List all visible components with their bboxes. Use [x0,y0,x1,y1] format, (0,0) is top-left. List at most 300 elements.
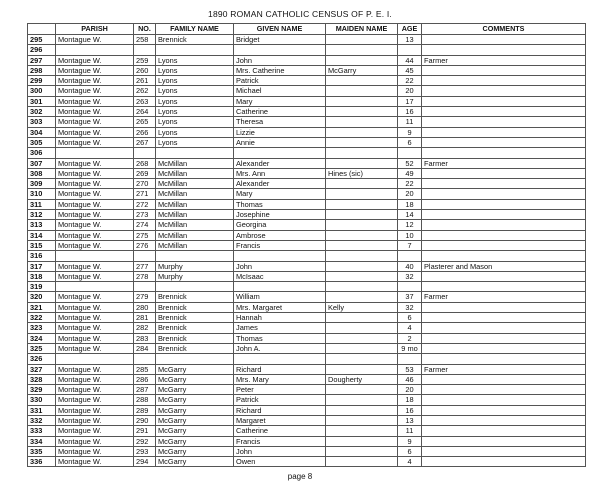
row-number-cell: 315 [28,240,56,250]
number-cell: 271 [134,189,156,199]
given-name-cell: Michael [234,86,326,96]
table-row [28,415,586,425]
age-cell: 16 [398,107,422,117]
given-name-cell: John [234,55,326,65]
number-cell: 279 [134,292,156,302]
given-name-cell: Francis [234,436,326,446]
row-number-cell: 332 [28,415,56,425]
number-cell: 289 [134,405,156,415]
age-cell: 9 [398,436,422,446]
maiden-name-cell [326,343,398,353]
comments-cell [422,385,586,395]
family-name-cell [156,282,234,292]
given-name-cell: Catherine [234,426,326,436]
column-header-age: AGE [398,24,422,35]
comments-cell [422,426,586,436]
given-name-cell: Alexander [234,158,326,168]
family-name-cell: McGarry [156,426,234,436]
maiden-name-cell: Dougherty [326,374,398,384]
comments-cell [422,271,586,281]
maiden-name-cell [326,220,398,230]
table-row [28,107,586,117]
age-cell: 20 [398,86,422,96]
comments-cell [422,35,586,45]
table-row [28,86,586,96]
age-cell: 13 [398,415,422,425]
age-cell [398,45,422,55]
comments-cell [422,282,586,292]
family-name-cell: Lyons [156,137,234,147]
family-name-cell: Murphy [156,261,234,271]
given-name-cell: Theresa [234,117,326,127]
comments-cell: Farmer [422,292,586,302]
number-cell: 274 [134,220,156,230]
age-cell: 11 [398,117,422,127]
parish-cell: Montague W. [56,240,134,250]
age-cell: 37 [398,292,422,302]
column-header-maiden-name: MAIDEN NAME [326,24,398,35]
comments-cell [422,446,586,456]
maiden-name-cell: Hines (sic) [326,168,398,178]
table-row [28,374,586,384]
family-name-cell: McMillan [156,199,234,209]
age-cell: 2 [398,333,422,343]
row-number-cell: 300 [28,86,56,96]
given-name-cell: Richard [234,364,326,374]
comments-cell [422,415,586,425]
number-cell [134,354,156,364]
given-name-cell: Patrick [234,76,326,86]
row-number-cell: 328 [28,374,56,384]
number-cell: 275 [134,230,156,240]
number-cell: 291 [134,426,156,436]
parish-cell: Montague W. [56,271,134,281]
row-number-cell: 319 [28,282,56,292]
table-row [28,45,586,55]
table-row [28,323,586,333]
table-row [28,457,586,467]
maiden-name-cell [326,210,398,220]
family-name-cell: Brennick [156,35,234,45]
maiden-name-cell [326,436,398,446]
table-header-row [28,24,586,35]
family-name-cell: Lyons [156,76,234,86]
number-cell: 258 [134,35,156,45]
maiden-name-cell [326,127,398,137]
table-row [28,168,586,178]
comments-cell: Farmer [422,158,586,168]
age-cell: 20 [398,189,422,199]
given-name-cell: Ambrose [234,230,326,240]
comments-cell [422,354,586,364]
maiden-name-cell [326,240,398,250]
parish-cell: Montague W. [56,323,134,333]
parish-cell: Montague W. [56,343,134,353]
number-cell: 270 [134,179,156,189]
maiden-name-cell [326,179,398,189]
number-cell: 259 [134,55,156,65]
family-name-cell: Murphy [156,271,234,281]
row-number-cell: 327 [28,364,56,374]
row-number-cell: 329 [28,385,56,395]
comments-cell [422,45,586,55]
age-cell: 4 [398,457,422,467]
maiden-name-cell [326,313,398,323]
family-name-cell: Brennick [156,333,234,343]
age-cell: 53 [398,364,422,374]
maiden-name-cell: McGarry [326,65,398,75]
family-name-cell [156,45,234,55]
row-number-cell: 322 [28,313,56,323]
family-name-cell: McMillan [156,240,234,250]
given-name-cell: Bridget [234,35,326,45]
row-number-cell: 310 [28,189,56,199]
maiden-name-cell [326,415,398,425]
number-cell: 278 [134,271,156,281]
number-cell: 288 [134,395,156,405]
family-name-cell: McGarry [156,446,234,456]
maiden-name-cell: Kelly [326,302,398,312]
age-cell: 11 [398,426,422,436]
family-name-cell: Lyons [156,127,234,137]
number-cell: 266 [134,127,156,137]
age-cell: 18 [398,395,422,405]
maiden-name-cell [326,405,398,415]
maiden-name-cell [326,323,398,333]
given-name-cell: William [234,292,326,302]
table-row [28,230,586,240]
row-number-cell: 326 [28,354,56,364]
column-header-comments: COMMENTS [422,24,586,35]
number-cell [134,148,156,158]
table-row [28,292,586,302]
row-number-cell: 313 [28,220,56,230]
parish-cell: Montague W. [56,86,134,96]
maiden-name-cell [326,385,398,395]
given-name-cell: Peter [234,385,326,395]
age-cell: 14 [398,210,422,220]
table-row [28,385,586,395]
row-number-cell: 297 [28,55,56,65]
comments-cell [422,374,586,384]
age-cell [398,251,422,261]
parish-cell: Montague W. [56,405,134,415]
age-cell: 49 [398,168,422,178]
comments-cell [422,302,586,312]
parish-cell: Montague W. [56,65,134,75]
comments-cell [422,457,586,467]
maiden-name-cell [326,261,398,271]
comments-cell [422,436,586,446]
parish-cell: Montague W. [56,127,134,137]
column-header-family-name: FAMILY NAME [156,24,234,35]
parish-cell [56,354,134,364]
age-cell: 4 [398,323,422,333]
number-cell: 263 [134,96,156,106]
row-number-cell: 334 [28,436,56,446]
maiden-name-cell [326,426,398,436]
age-cell: 6 [398,446,422,456]
given-name-cell: Josephine [234,210,326,220]
age-cell: 44 [398,55,422,65]
age-cell: 45 [398,65,422,75]
maiden-name-cell [326,35,398,45]
column-header-given-name: GIVEN NAME [234,24,326,35]
row-number-cell: 321 [28,302,56,312]
family-name-cell: McMillan [156,168,234,178]
age-cell: 40 [398,261,422,271]
census-table-body [28,35,586,467]
maiden-name-cell [326,55,398,65]
age-cell: 32 [398,302,422,312]
maiden-name-cell [326,189,398,199]
maiden-name-cell [326,137,398,147]
number-cell: 281 [134,313,156,323]
comments-cell [422,313,586,323]
maiden-name-cell [326,457,398,467]
given-name-cell: Thomas [234,333,326,343]
parish-cell: Montague W. [56,302,134,312]
number-cell: 268 [134,158,156,168]
age-cell: 6 [398,313,422,323]
column-header-parish: PARISH [56,24,134,35]
table-row [28,282,586,292]
table-row [28,436,586,446]
given-name-cell: Margaret [234,415,326,425]
table-row [28,148,586,158]
given-name-cell: Mrs. Catherine [234,65,326,75]
maiden-name-cell [326,292,398,302]
comments-cell [422,179,586,189]
family-name-cell: Lyons [156,117,234,127]
parish-cell [56,251,134,261]
given-name-cell: James [234,323,326,333]
row-number-cell: 330 [28,395,56,405]
column-header-no: NO. [134,24,156,35]
table-row [28,343,586,353]
parish-cell: Montague W. [56,220,134,230]
age-cell: 22 [398,76,422,86]
given-name-cell: Owen [234,457,326,467]
parish-cell: Montague W. [56,210,134,220]
comments-cell [422,137,586,147]
number-cell: 283 [134,333,156,343]
table-row [28,302,586,312]
table-row [28,251,586,261]
comments-cell [422,107,586,117]
column-header-row-number [28,24,56,35]
family-name-cell: Lyons [156,55,234,65]
family-name-cell: Lyons [156,107,234,117]
table-row [28,240,586,250]
parish-cell: Montague W. [56,364,134,374]
family-name-cell: McMillan [156,220,234,230]
age-cell [398,148,422,158]
table-row [28,65,586,75]
given-name-cell: Mrs. Ann [234,168,326,178]
age-cell: 16 [398,405,422,415]
comments-cell [422,210,586,220]
family-name-cell: Brennick [156,323,234,333]
family-name-cell: McGarry [156,457,234,467]
number-cell: 265 [134,117,156,127]
age-cell: 18 [398,199,422,209]
maiden-name-cell [326,86,398,96]
parish-cell: Montague W. [56,158,134,168]
comments-cell: Farmer [422,364,586,374]
family-name-cell: McGarry [156,436,234,446]
parish-cell [56,282,134,292]
comments-cell [422,65,586,75]
comments-cell [422,220,586,230]
age-cell: 7 [398,240,422,250]
row-number-cell: 298 [28,65,56,75]
family-name-cell: McMillan [156,210,234,220]
given-name-cell: John A. [234,343,326,353]
age-cell: 9 [398,127,422,137]
age-cell: 52 [398,158,422,168]
maiden-name-cell [326,158,398,168]
table-row [28,210,586,220]
parish-cell [56,148,134,158]
comments-cell: Plasterer and Mason [422,261,586,271]
comments-cell [422,86,586,96]
maiden-name-cell [326,96,398,106]
table-row [28,179,586,189]
given-name-cell: Mary [234,96,326,106]
maiden-name-cell [326,199,398,209]
row-number-cell: 333 [28,426,56,436]
row-number-cell: 303 [28,117,56,127]
comments-cell [422,395,586,405]
family-name-cell: McGarry [156,415,234,425]
comments-cell [422,199,586,209]
given-name-cell: Lizzie [234,127,326,137]
given-name-cell [234,354,326,364]
number-cell: 272 [134,199,156,209]
comments-cell [422,117,586,127]
parish-cell: Montague W. [56,137,134,147]
family-name-cell: Lyons [156,96,234,106]
age-cell: 46 [398,374,422,384]
parish-cell: Montague W. [56,313,134,323]
maiden-name-cell [326,271,398,281]
maiden-name-cell [326,446,398,456]
family-name-cell: Brennick [156,302,234,312]
given-name-cell: Richard [234,405,326,415]
row-number-cell: 314 [28,230,56,240]
given-name-cell: Mrs. Margaret [234,302,326,312]
row-number-cell: 309 [28,179,56,189]
age-cell [398,354,422,364]
parish-cell: Montague W. [56,292,134,302]
table-row [28,271,586,281]
comments-cell [422,148,586,158]
table-row [28,405,586,415]
comments-cell [422,189,586,199]
family-name-cell: McGarry [156,385,234,395]
table-row [28,220,586,230]
age-cell [398,282,422,292]
document-title: 1890 ROMAN CATHOLIC CENSUS OF P. E. I. [208,9,392,19]
maiden-name-cell [326,107,398,117]
parish-cell: Montague W. [56,261,134,271]
maiden-name-cell [326,230,398,240]
family-name-cell: McGarry [156,364,234,374]
given-name-cell: Annie [234,137,326,147]
row-number-cell: 324 [28,333,56,343]
maiden-name-cell [326,148,398,158]
given-name-cell: Thomas [234,199,326,209]
row-number-cell: 308 [28,168,56,178]
row-number-cell: 320 [28,292,56,302]
table-row [28,313,586,323]
comments-cell [422,168,586,178]
family-name-cell: McGarry [156,405,234,415]
age-cell: 6 [398,137,422,147]
number-cell [134,282,156,292]
comments-cell [422,343,586,353]
row-number-cell: 306 [28,148,56,158]
parish-cell: Montague W. [56,426,134,436]
parish-cell: Montague W. [56,230,134,240]
family-name-cell: Lyons [156,65,234,75]
family-name-cell: McMillan [156,189,234,199]
given-name-cell: John [234,261,326,271]
row-number-cell: 318 [28,271,56,281]
parish-cell: Montague W. [56,96,134,106]
number-cell: 262 [134,86,156,96]
table-row [28,364,586,374]
table-row [28,333,586,343]
table-row [28,127,586,137]
table-row [28,189,586,199]
table-row [28,55,586,65]
maiden-name-cell [326,282,398,292]
page-number: page 8 [287,472,313,481]
age-cell: 17 [398,96,422,106]
table-row [28,35,586,45]
parish-cell: Montague W. [56,374,134,384]
family-name-cell [156,251,234,261]
number-cell [134,251,156,261]
row-number-cell: 296 [28,45,56,55]
parish-cell: Montague W. [56,333,134,343]
comments-cell [422,240,586,250]
family-name-cell: Brennick [156,313,234,323]
parish-cell: Montague W. [56,35,134,45]
comments-cell [422,127,586,137]
maiden-name-cell [326,117,398,127]
parish-cell: Montague W. [56,55,134,65]
number-cell: 290 [134,415,156,425]
number-cell: 293 [134,446,156,456]
table-row [28,137,586,147]
table-row [28,446,586,456]
row-number-cell: 299 [28,76,56,86]
parish-cell: Montague W. [56,189,134,199]
parish-cell: Montague W. [56,457,134,467]
table-row [28,261,586,271]
row-number-cell: 317 [28,261,56,271]
number-cell: 294 [134,457,156,467]
given-name-cell [234,282,326,292]
family-name-cell [156,354,234,364]
row-number-cell: 307 [28,158,56,168]
family-name-cell: Brennick [156,292,234,302]
family-name-cell: Brennick [156,343,234,353]
family-name-cell [156,148,234,158]
